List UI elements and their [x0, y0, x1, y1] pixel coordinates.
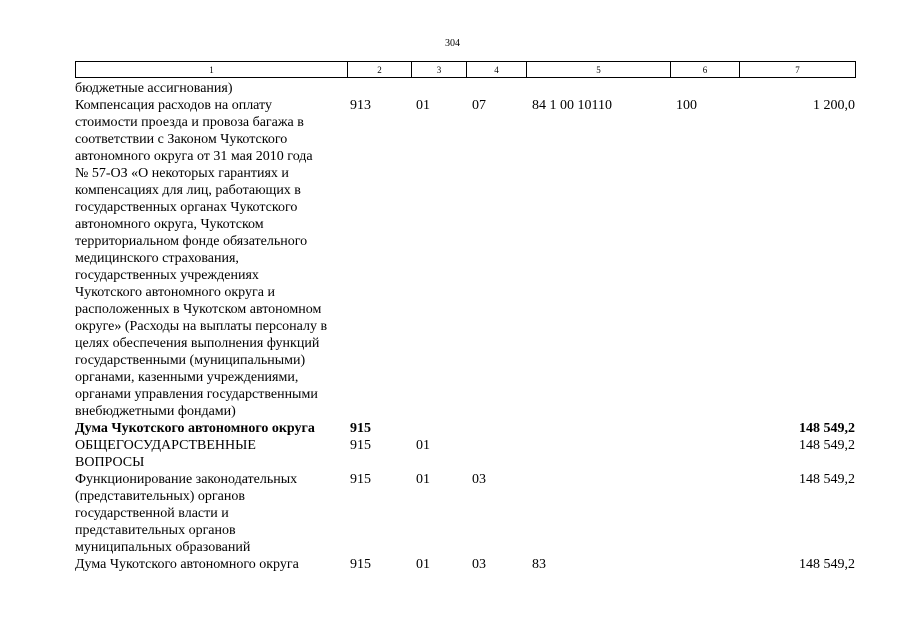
- item-name-line: государственных органах Чукотского: [75, 200, 298, 215]
- column-number-6: 6: [671, 62, 740, 78]
- amount-cell: [745, 80, 855, 97]
- table-row: [75, 80, 855, 97]
- budget-table-body: [75, 80, 855, 573]
- item-name-line: Дума Чукотского автономного округа: [75, 557, 299, 572]
- column-number-7: 7: [740, 62, 856, 78]
- section-code-cell: 01: [416, 98, 430, 113]
- item-name-line: органами, казенными учреждениями,: [75, 370, 299, 385]
- item-name-line: расположенных в Чукотском автономном: [75, 302, 322, 317]
- item-name-cell: [75, 556, 350, 573]
- table-row: [75, 420, 855, 437]
- table-row: [75, 437, 855, 471]
- item-name-line: медицинского страхования,: [75, 251, 239, 266]
- item-name-line: внебюджетными фондами): [75, 404, 236, 419]
- table-row: [75, 471, 855, 556]
- table-row: [75, 556, 855, 573]
- grbs-code-cell: 915: [350, 557, 371, 572]
- expense-type-code-cell: [676, 556, 745, 573]
- expense-type-code-cell: [676, 471, 745, 556]
- item-name-line: автономного округа, Чукотском: [75, 217, 264, 232]
- item-name-line: соответствии с Законом Чукотского: [75, 132, 288, 147]
- target-article-code-cell: 84 1 00 10110: [532, 98, 612, 113]
- item-name-line: (представительных) органов: [75, 489, 245, 504]
- amount-cell: 1 200,0: [813, 98, 855, 113]
- column-header-table: [75, 61, 856, 78]
- subsection-code-cell: 03: [472, 472, 486, 487]
- item-name-cell: [75, 80, 350, 97]
- item-name-line: ВОПРОСЫ: [75, 455, 145, 470]
- target-article-code-cell: 83: [532, 557, 546, 572]
- item-name-line: Компенсация расходов на оплату: [75, 98, 272, 113]
- grbs-code-cell: 915: [350, 472, 371, 487]
- budget-table: [75, 80, 855, 573]
- amount-cell: 148 549,2: [799, 421, 855, 436]
- target-article-code-cell: [532, 420, 676, 437]
- column-number-3: 3: [412, 62, 467, 78]
- amount-cell: 148 549,2: [799, 438, 855, 453]
- item-name-cell: [75, 437, 350, 471]
- item-name-line: ОБЩЕГОСУДАРСТВЕННЫЕ: [75, 438, 256, 453]
- item-name-cell: [75, 97, 350, 420]
- grbs-code-cell: 915: [350, 421, 371, 436]
- target-article-code-cell: [532, 437, 676, 471]
- expense-type-code-cell: 100: [676, 98, 697, 113]
- section-code-cell: [416, 420, 472, 437]
- item-name-line: государственных учреждениях: [75, 268, 259, 283]
- table-row: [75, 97, 855, 420]
- item-name-line: округе» (Расходы на выплаты персоналу в: [75, 319, 328, 334]
- column-number-row: [76, 62, 856, 78]
- expense-type-code-cell: [676, 80, 745, 97]
- section-code-cell: 01: [416, 557, 430, 572]
- item-name-line: автономного округа от 31 мая 2010 года: [75, 149, 313, 164]
- item-name-line: муниципальных образований: [75, 540, 251, 555]
- item-name-line: № 57-ОЗ «О некоторых гарантиях и: [75, 166, 289, 181]
- item-name-line: государственными (муниципальными): [75, 353, 306, 368]
- subsection-code-cell: [472, 420, 532, 437]
- page-number: 304: [445, 38, 460, 49]
- amount-cell: 148 549,2: [799, 557, 855, 572]
- column-number-1: 1: [76, 62, 348, 78]
- section-code-cell: 01: [416, 438, 430, 453]
- item-name-cell: [75, 420, 350, 437]
- column-number-2: 2: [348, 62, 412, 78]
- item-name-line: Функционирование законодательных: [75, 472, 298, 487]
- item-name-line: представительных органов: [75, 523, 236, 538]
- column-number-5: 5: [527, 62, 671, 78]
- item-name-line: Чукотского автономного округа и: [75, 285, 275, 300]
- item-name-line: органами управления государственными: [75, 387, 318, 402]
- item-name-line: стоимости проезда и провоза багажа в: [75, 115, 304, 130]
- section-code-cell: [416, 80, 472, 97]
- subsection-code-cell: 07: [472, 98, 486, 113]
- subsection-code-cell: 03: [472, 557, 486, 572]
- item-name-line: государственной власти и: [75, 506, 229, 521]
- expense-type-code-cell: [676, 420, 745, 437]
- item-name-line: бюджетные ассигнования): [75, 81, 233, 96]
- grbs-code-cell: 915: [350, 438, 371, 453]
- item-name-line: целях обеспечения выполнения функций: [75, 336, 320, 351]
- amount-cell: 148 549,2: [799, 472, 855, 487]
- item-name-cell: [75, 471, 350, 556]
- column-number-4: 4: [467, 62, 527, 78]
- subsection-code-cell: [472, 80, 532, 97]
- item-name-line: Дума Чукотского автономного округа: [75, 421, 315, 436]
- grbs-code-cell: [350, 80, 416, 97]
- target-article-code-cell: [532, 471, 676, 556]
- target-article-code-cell: [532, 80, 676, 97]
- expense-type-code-cell: [676, 437, 745, 471]
- grbs-code-cell: 913: [350, 98, 371, 113]
- section-code-cell: 01: [416, 472, 430, 487]
- item-name-line: компенсациях для лиц, работающих в: [75, 183, 301, 198]
- item-name-line: территориальном фонде обязательного: [75, 234, 308, 249]
- subsection-code-cell: [472, 437, 532, 471]
